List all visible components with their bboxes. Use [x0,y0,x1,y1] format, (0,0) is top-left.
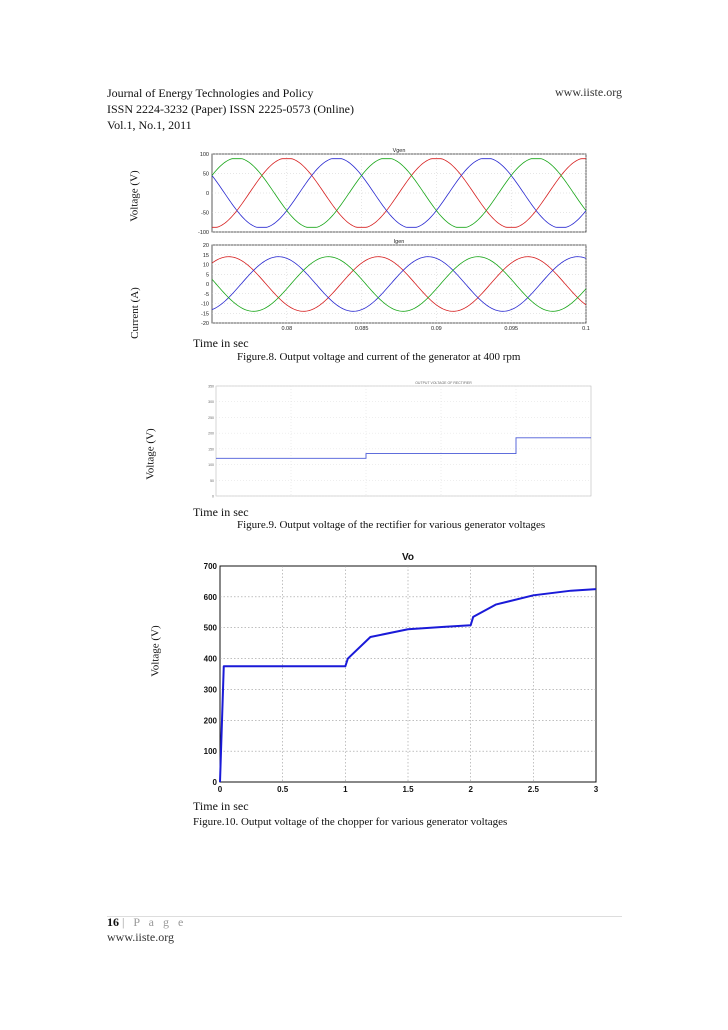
igen-ytick: -20 [201,321,209,327]
igen-ytick: -10 [201,301,209,308]
igen-ytick: 20 [202,243,209,249]
fig9-ylabel: Voltage (V) [144,428,157,480]
chopper-chart [204,548,600,798]
rect-ytick: 100 [208,463,214,468]
rect-ytick: 300 [208,400,214,405]
igen-ytick: 10 [202,262,209,269]
igen-ytick: 0 [205,282,209,288]
vo-ytick: 600 [203,592,217,602]
header-url[interactable]: www.iiste.org [555,85,622,99]
footer-url[interactable]: www.iiste.org [107,930,174,944]
page-number: 16 [107,915,119,929]
vgen-ytick: 100 [199,152,209,158]
vgen-title: Vgen [392,148,406,154]
vo-xtick: 3 [593,785,599,794]
fig10-ylabel: Voltage (V) [149,625,162,677]
igen-xtick: 0.1 [582,326,590,332]
igen-ytick: -5 [204,291,209,298]
volume-line: Vol.1, No.1, 2011 [107,118,192,132]
igen-ytick: 5 [205,272,209,279]
rect-ytick: 0 [212,494,214,499]
rect-title: OUTPUT VOLTAGE OF RECTIFIER [415,381,472,385]
rect-ytick: 150 [208,447,214,452]
fig10-xlabel: Time in sec [193,799,249,813]
igen-xtick: 0.08 [281,326,293,332]
vgen-ytick: 0 [205,191,209,197]
vo-xtick: 1.5 [402,785,414,794]
rect-ytick: 50 [210,478,214,483]
vo-xtick: 2.5 [527,785,539,794]
vo-ytick: 500 [203,623,217,633]
journal-title: Journal of Energy Technologies and Policy [107,86,314,100]
fig8-xlabel: Time in sec [193,336,249,350]
vo-xtick: 0.5 [277,785,289,794]
rectifier-chart [210,378,595,500]
igen-xtick: 0.085 [354,326,369,332]
igen-xtick: 0.09 [431,326,442,332]
page-word: | P a g e [122,915,187,929]
igen-chart [198,237,590,337]
fig9-caption: Figure.9. Output voltage of the rectifier for various generator voltages [237,519,546,531]
vo-ytick: 300 [203,685,217,695]
igen-title: Igen [393,239,405,245]
fig8-current-ylabel: Current (A) [128,287,141,339]
rect-frame [216,386,591,496]
issn-line: ISSN 2224-3232 (Paper) ISSN 2225-0573 (Online) [107,102,354,116]
vo-title: Vo [401,552,415,563]
rect-ytick: 350 [208,384,214,389]
fig8-voltage-ylabel: Voltage (V) [128,170,141,222]
vo-ytick: 700 [203,562,217,571]
rect-ytick: 250 [208,415,214,420]
vgen-ytick: 50 [202,171,209,178]
vo-ytick: 400 [203,654,217,664]
rect-ytick: 200 [208,431,214,436]
igen-ytick: -15 [201,311,209,318]
vgen-chart [198,146,590,236]
igen-xtick: 0.095 [504,326,519,332]
fig9-xlabel: Time in sec [193,505,249,519]
vo-xtick: 2 [468,785,473,794]
footer [107,915,186,945]
vo-xtick: 0 [217,785,223,794]
fig10-caption: Figure.10. Output voltage of the chopper for various generator voltages [193,816,508,828]
vgen-ytick: -50 [201,210,209,217]
fig8-caption: Figure.8. Output voltage and current of the generator at 400 rpm [237,351,521,363]
vo-ytick: 200 [203,716,217,726]
vgen-ytick: -100 [197,230,209,236]
vo-xtick: 1 [343,785,348,794]
vo-ytick: 0 [212,778,217,787]
vo-ytick: 100 [203,747,217,757]
igen-ytick: 15 [202,252,209,259]
